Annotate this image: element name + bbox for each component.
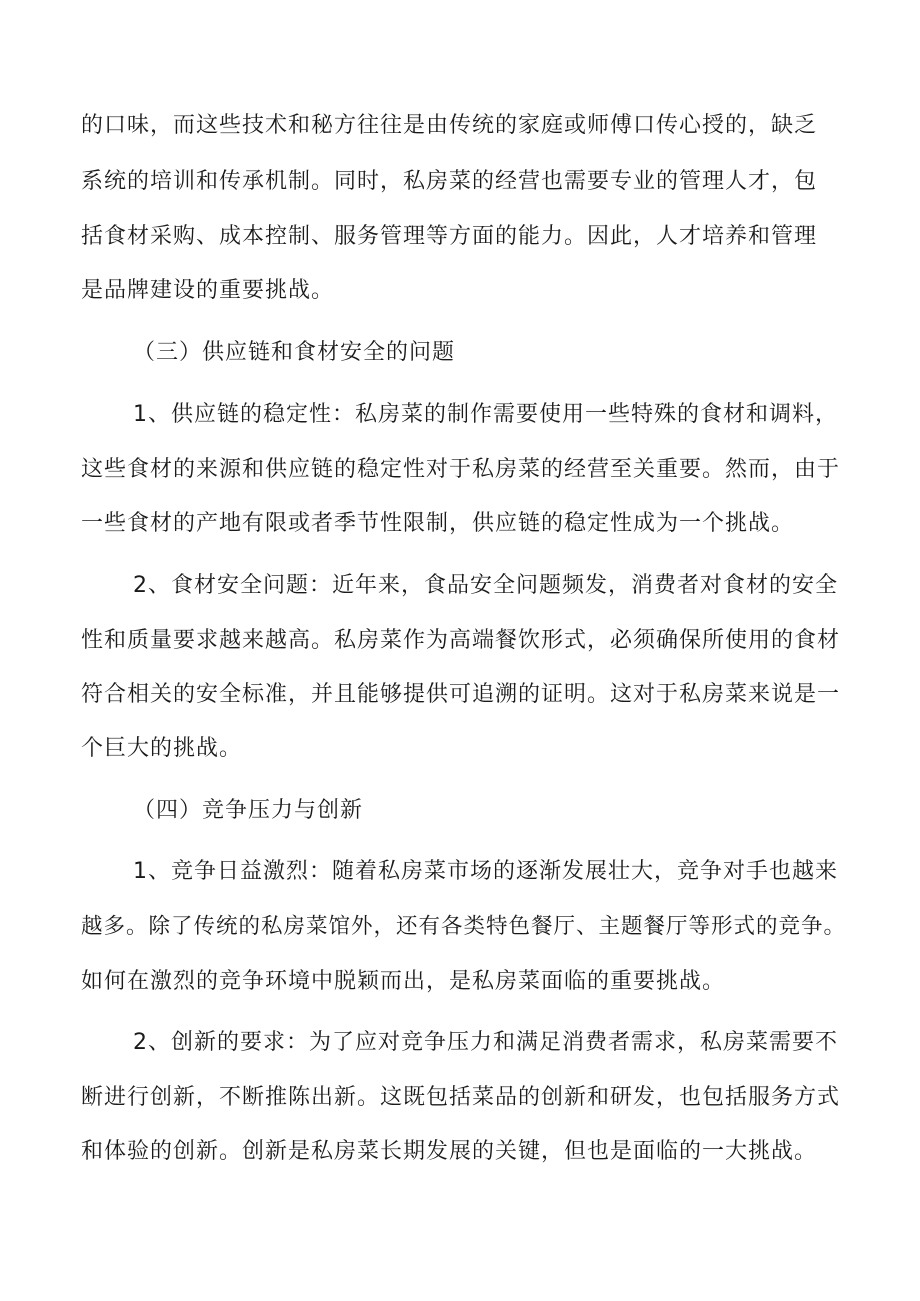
text-line: 这些食材的来源和供应链的稳定性对于私房菜的经营至关重要。然而，由于 [81, 457, 841, 482]
section-heading-supply-chain: （三）供应链和食材安全的问题 [133, 340, 456, 365]
text-line: 性和质量要求越来越高。私房菜作为高端餐饮形式，必须确保所使用的食材 [81, 628, 841, 653]
text-line: 的口味，而这些技术和秘方往往是由传统的家庭或师傅口传心授的，缺乏 [81, 113, 818, 138]
text-line: 2、创新的要求：为了应对竞争压力和满足消费者需求，私房菜需要不 [133, 1030, 838, 1055]
text-line: 2、食材安全问题：近年来，食品安全问题频发，消费者对食材的安全 [133, 573, 838, 598]
text-line: 1、供应链的稳定性：私房菜的制作需要使用一些特殊的食材和调料， [133, 402, 838, 427]
section-heading-competition: （四）竞争压力与创新 [133, 798, 364, 823]
text-line: 是品牌建设的重要挑战。 [81, 278, 335, 303]
text-line: 个巨大的挑战。 [81, 736, 243, 761]
text-line: 和体验的创新。创新是私房菜长期发展的关键，但也是面临的一大挑战。 [81, 1139, 818, 1164]
text-line: 越多。除了传统的私房菜馆外，还有各类特色餐厅、主题餐厅等形式的竞争。 [81, 914, 847, 939]
text-line: 断进行创新，不断推陈出新。这既包括菜品的创新和研发，也包括服务方式 [81, 1085, 841, 1110]
text-line: 一些食材的产地有限或者季节性限制，供应链的稳定性成为一个挑战。 [81, 511, 795, 536]
text-line: 符合相关的安全标准，并且能够提供可追溯的证明。这对于私房菜来说是一 [81, 682, 841, 707]
text-line: 1、竞争日益激烈：随着私房菜市场的逐渐发展壮大，竞争对手也越来 [133, 859, 838, 884]
text-line: 系统的培训和传承机制。同时，私房菜的经营也需要专业的管理人才，包 [81, 169, 818, 194]
text-line: 如何在激烈的竞争环境中脱颖而出，是私房菜面临的重要挑战。 [81, 969, 726, 994]
text-line: 括食材采购、成本控制、服务管理等方面的能力。因此，人才培养和管理 [81, 224, 818, 249]
